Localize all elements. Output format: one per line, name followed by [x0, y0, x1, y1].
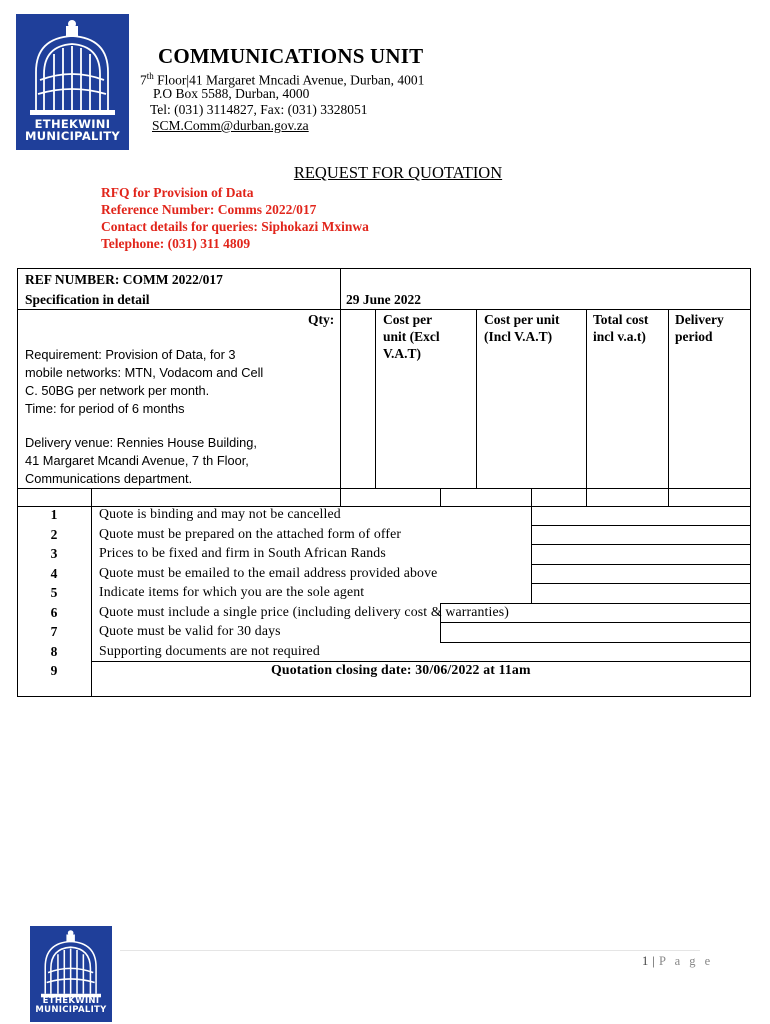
po-box: P.O Box 5588, Durban, 4000: [153, 86, 310, 101]
rfq-line-1: RFQ for Provision of Data: [101, 185, 254, 200]
condition-number: 3: [50, 546, 58, 561]
condition-number: 5: [50, 585, 58, 600]
rfq-line-4: Telephone: (031) 311 4809: [101, 236, 251, 251]
col-cost-excl-line-1: Cost per: [383, 312, 433, 327]
tel-fax: Tel: (031) 3114827, Fax: (031) 3328051: [150, 102, 368, 117]
ref-number: REF NUMBER: COMM 2022/017: [25, 272, 223, 287]
col-cost-incl-line-1: Cost per unit: [484, 312, 560, 327]
col-delivery-line-1: Delivery: [675, 312, 724, 327]
delivery-venue-line-1: Delivery venue: Rennies House Building,: [25, 435, 257, 450]
logo-text-ethekwini: ETHEKWINI: [34, 117, 111, 131]
requirement-line-3: C. 50BG per network per month.: [25, 383, 210, 398]
page-number: [642, 954, 713, 969]
requirement-line-1: Requirement: Provision of Data, for 3: [25, 347, 236, 362]
condition-text: Quote is binding and may not be cancelled: [99, 506, 341, 521]
col-cost-incl-line-2: (Incl V.A.T): [484, 329, 553, 344]
delivery-venue-text: [25, 434, 257, 488]
condition-number: 7: [50, 624, 58, 639]
rfq-line-3: Contact details for queries: Siphokazi Mxinwa: [101, 219, 369, 234]
col-qty: Qty:: [308, 312, 335, 327]
rfq-line-2: Reference Number: Comms 2022/017: [101, 202, 317, 217]
col-delivery-period: [675, 311, 724, 345]
condition-number: 1: [50, 507, 58, 522]
logo-text-municipality: MUNICIPALITY: [24, 129, 121, 144]
footer-logo-text-ethekwini: ETHEKWINI: [42, 996, 100, 1006]
condition-text: Prices to be fixed and firm in South African Rands: [99, 545, 386, 560]
condition-text: Quote must be valid for 30 days: [99, 623, 281, 638]
footer-logo-text-municipality: MUNICIPALITY: [35, 1004, 107, 1015]
unit-title: COMMUNICATIONS UNIT: [158, 44, 424, 68]
requirement-text: [25, 346, 263, 418]
condition-text: Supporting documents are not required: [99, 643, 320, 658]
closing-date-text: Quotation closing date: 30/06/2022 at 11am: [271, 662, 531, 677]
spec-label: Specification in detail: [25, 292, 150, 307]
col-delivery-line-2: period: [675, 329, 713, 344]
condition-text: Quote must be prepared on the attached form of offer: [99, 526, 402, 541]
condition-text: Indicate items for which you are the sole agent: [99, 584, 365, 599]
page-number-value: 1 |: [642, 954, 656, 968]
footer-ethekwini-logo: [30, 926, 112, 1022]
col-total-cost: [593, 311, 648, 345]
condition-number: 9: [50, 663, 58, 678]
email-link[interactable]: SCM.Comm@durban.gov.za: [152, 118, 309, 133]
page-word: P a g e: [659, 954, 714, 968]
footer-divider: [120, 950, 700, 951]
ethekwini-logo: [16, 14, 129, 150]
condition-number: 8: [50, 644, 58, 659]
delivery-venue-line-3: Communications department.: [25, 471, 193, 486]
condition-number: 2: [50, 527, 58, 542]
rfq-title: REQUEST FOR QUOTATION: [293, 163, 503, 182]
col-total-line-1: Total cost: [593, 312, 649, 327]
col-cost-excl-line-3: V.A.T): [383, 346, 422, 361]
condition-text: Quote must include a single price (including delivery cost & warranties): [99, 604, 510, 619]
table-date: 29 June 2022: [346, 292, 422, 307]
col-total-line-2: incl v.a.t): [593, 329, 646, 344]
requirement-line-4: Time: for period of 6 months: [25, 401, 185, 416]
floor-superscript: th: [146, 71, 154, 81]
requirement-line-2: mobile networks: MTN, Vodacom and Cell: [25, 365, 264, 380]
delivery-venue-line-2: 41 Margaret Mcandi Avenue, 7 th Floor,: [25, 453, 249, 468]
condition-number: 4: [50, 566, 58, 581]
address-rest: Floor|41 Margaret Mncadi Avenue, Durban, 4001: [153, 72, 425, 88]
condition-text: Quote must be emailed to the email address provided above: [99, 565, 438, 580]
floor-number: 7: [140, 72, 147, 88]
col-cost-excl: [383, 311, 440, 362]
col-cost-excl-line-2: unit (Excl: [383, 329, 440, 344]
col-cost-incl: [484, 311, 560, 345]
condition-number: 6: [50, 605, 58, 620]
